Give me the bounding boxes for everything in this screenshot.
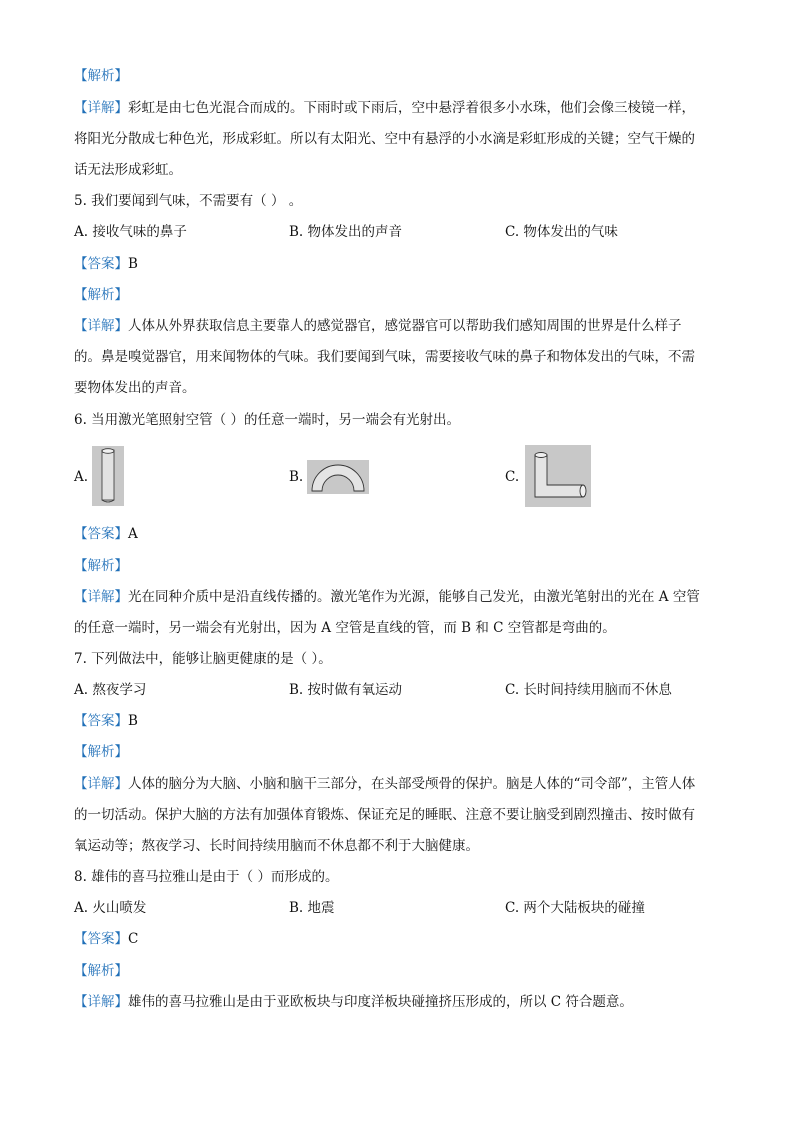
detail-paragraph-line: 要物体发出的声音。: [74, 380, 196, 396]
detail-paragraph-line: 氧运动等；熬夜学习、长时间持续用脑而不休息都不利于大脑健康。: [74, 838, 479, 854]
analysis-label: 【解析】: [74, 963, 128, 979]
detail-paragraph-line: 【详解】彩虹是由七色光混合而成的。下雨时或下雨后，空中悬浮着很多小水珠，他们会像三棱镜一样，: [74, 100, 695, 116]
answer-6: 【答案】A: [74, 526, 138, 542]
curved-tube-image: [307, 460, 369, 494]
q8-option-c: C. 两个大陆板块的碰撞: [505, 900, 645, 916]
analysis-label: 【解析】: [74, 287, 128, 303]
q7-option-a: A. 熬夜学习: [74, 682, 147, 698]
bent-tube-image: [525, 445, 591, 507]
detail-paragraph-line: 的。鼻是嗅觉器官，用来闻物体的气味。我们要闻到气味，需要接收气味的鼻子和物体发出的气味，不需: [74, 349, 695, 365]
question-7: 7. 下列做法中，能够让脑更健康的是（ ）。: [74, 651, 332, 667]
question-5: 5. 我们要闻到气味，不需要有（ ） 。: [74, 193, 303, 209]
detail-paragraph-line: 【详解】雄伟的喜马拉雅山是由于亚欧板块与印度洋板块碰撞挤压形成的，所以 C 符合题意。: [74, 994, 633, 1010]
q5-option-a: A. 接收气味的鼻子: [74, 224, 187, 240]
detail-paragraph-line: 话无法形成彩虹。: [74, 162, 182, 178]
answer-8: 【答案】C: [74, 931, 139, 947]
detail-paragraph-line: 【详解】光在同种介质中是沿直线传播的。激光笔作为光源，能够自己发光，由激光笔射出的光在 A 空管: [74, 589, 700, 605]
answer-7: 【答案】B: [74, 713, 138, 729]
detail-paragraph-line: 【详解】人体从外界获取信息主要靠人的感觉器官，感觉器官可以帮助我们感知周围的世界是什么样子: [74, 318, 682, 334]
analysis-label: 【解析】: [74, 744, 128, 760]
detail-paragraph-line: 将阳光分散成七种色光，形成彩虹。所以有太阳光、空中有悬浮的小水滴是彩虹形成的关键；空气干燥的: [74, 131, 695, 147]
q6-option-a-label: A.: [74, 469, 89, 485]
detail-paragraph-line: 的一切活动。保护大脑的方法有加强体育锻炼、保证充足的睡眠、注意不要让脑受到剧烈撞击、按时做有: [74, 807, 695, 823]
q6-option-c-label: C.: [505, 469, 520, 485]
q8-option-a: A. 火山喷发: [74, 900, 147, 916]
detail-paragraph-line: 【详解】人体的脑分为大脑、小脑和脑干三部分，在头部受颅骨的保护。脑是人体的“司令部”，主管人体: [74, 776, 696, 792]
question-6: 6. 当用激光笔照射空管（ ）的任意一端时，另一端会有光射出。: [74, 412, 460, 428]
straight-tube-image: [92, 446, 124, 506]
q7-option-c: C. 长时间持续用脑而不休息: [505, 682, 672, 698]
q7-option-b: B. 按时做有氧运动: [289, 682, 403, 698]
q5-option-c: C. 物体发出的气味: [505, 224, 618, 240]
detail-paragraph-line: 的任意一端时，另一端会有光射出，因为 A 空管是直线的管，而 B 和 C 空管都是弯曲的。: [74, 620, 616, 636]
analysis-label: 【解析】: [74, 68, 128, 84]
answer-5: 【答案】B: [74, 256, 138, 272]
q6-option-b-label: B.: [289, 469, 304, 485]
q8-option-b: B. 地震: [289, 900, 335, 916]
question-8: 8. 雄伟的喜马拉雅山是由于（ ）而形成的。: [74, 869, 339, 885]
q5-option-b: B. 物体发出的声音: [289, 224, 403, 240]
analysis-label: 【解析】: [74, 558, 128, 574]
